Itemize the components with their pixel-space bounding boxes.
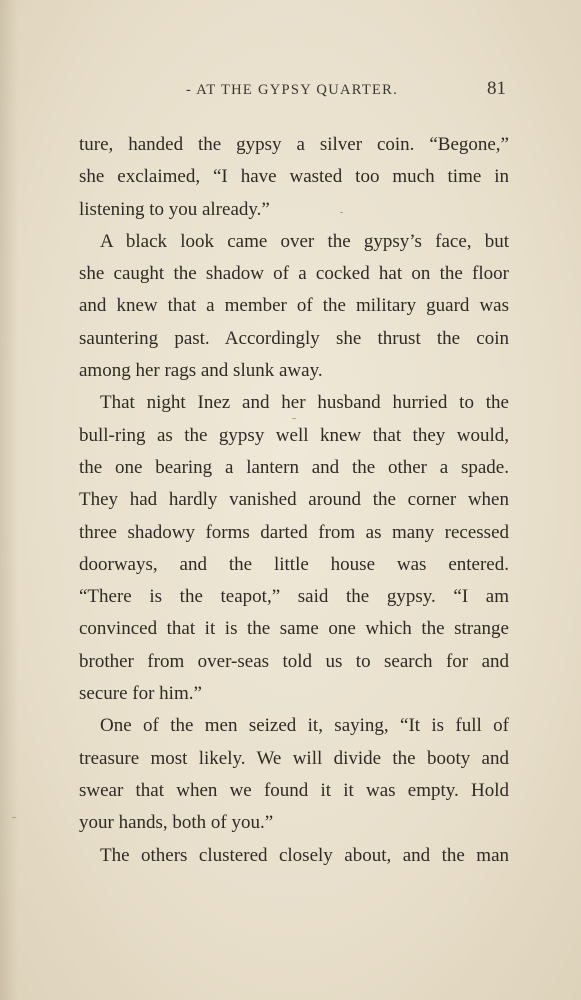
text-line: three shadowy forms darted from as many recessed [79,521,509,543]
text-line: The others clustered closely about, and the man [100,844,509,866]
text-line: brother from over-seas told us to search for and [79,650,509,672]
text-line: convinced that it is the same one which the strange [79,618,509,640]
page-number: 81 [487,78,506,99]
page-edge-shadow [0,0,18,1000]
text-line: and knew that a member of the military guard was [79,295,509,317]
body-text [79,129,509,872]
text-line: listening to you already.” [79,198,270,220]
text-line: your hands, both of you.” [79,812,274,834]
text-line: A black look came over the gypsy’s face, but [100,230,509,252]
text-line: secure for him.” [79,683,202,705]
text-line: One of the men seized it, saying, “It is full of [100,715,509,737]
text-line: bull-ring as the gypsy well knew that they would, [79,424,509,446]
text-line: she caught the shadow of a cocked hat on the floor [79,263,509,285]
text-line: doorways, and the little house was entered. [79,553,509,575]
text-line: she exclaimed, “I have wasted too much time in [79,166,509,188]
text-line: among her rags and slunk away. [79,360,323,382]
text-line: That night Inez and her husband hurried to the [100,392,509,414]
text-line: swear that when we found it it was empty. Hold [79,779,509,801]
text-line: the one bearing a lantern and the other a spade. [79,456,509,478]
paper-speck [12,817,16,818]
running-head: - AT THE GYPSY QUARTER. [186,82,399,98]
text-line: treasure most likely. We will divide the booty and [79,747,509,769]
text-line: sauntering past. Accordingly she thrust the coin [79,327,509,349]
text-line: ture, handed the gypsy a silver coin. “Begone,” [79,134,509,155]
paper-speck [340,212,343,213]
text-line: They had hardly vanished around the corner when [79,489,509,511]
text-line: “There is the teapot,” said the gypsy. “I am [79,586,509,608]
paper-speck [292,418,296,419]
